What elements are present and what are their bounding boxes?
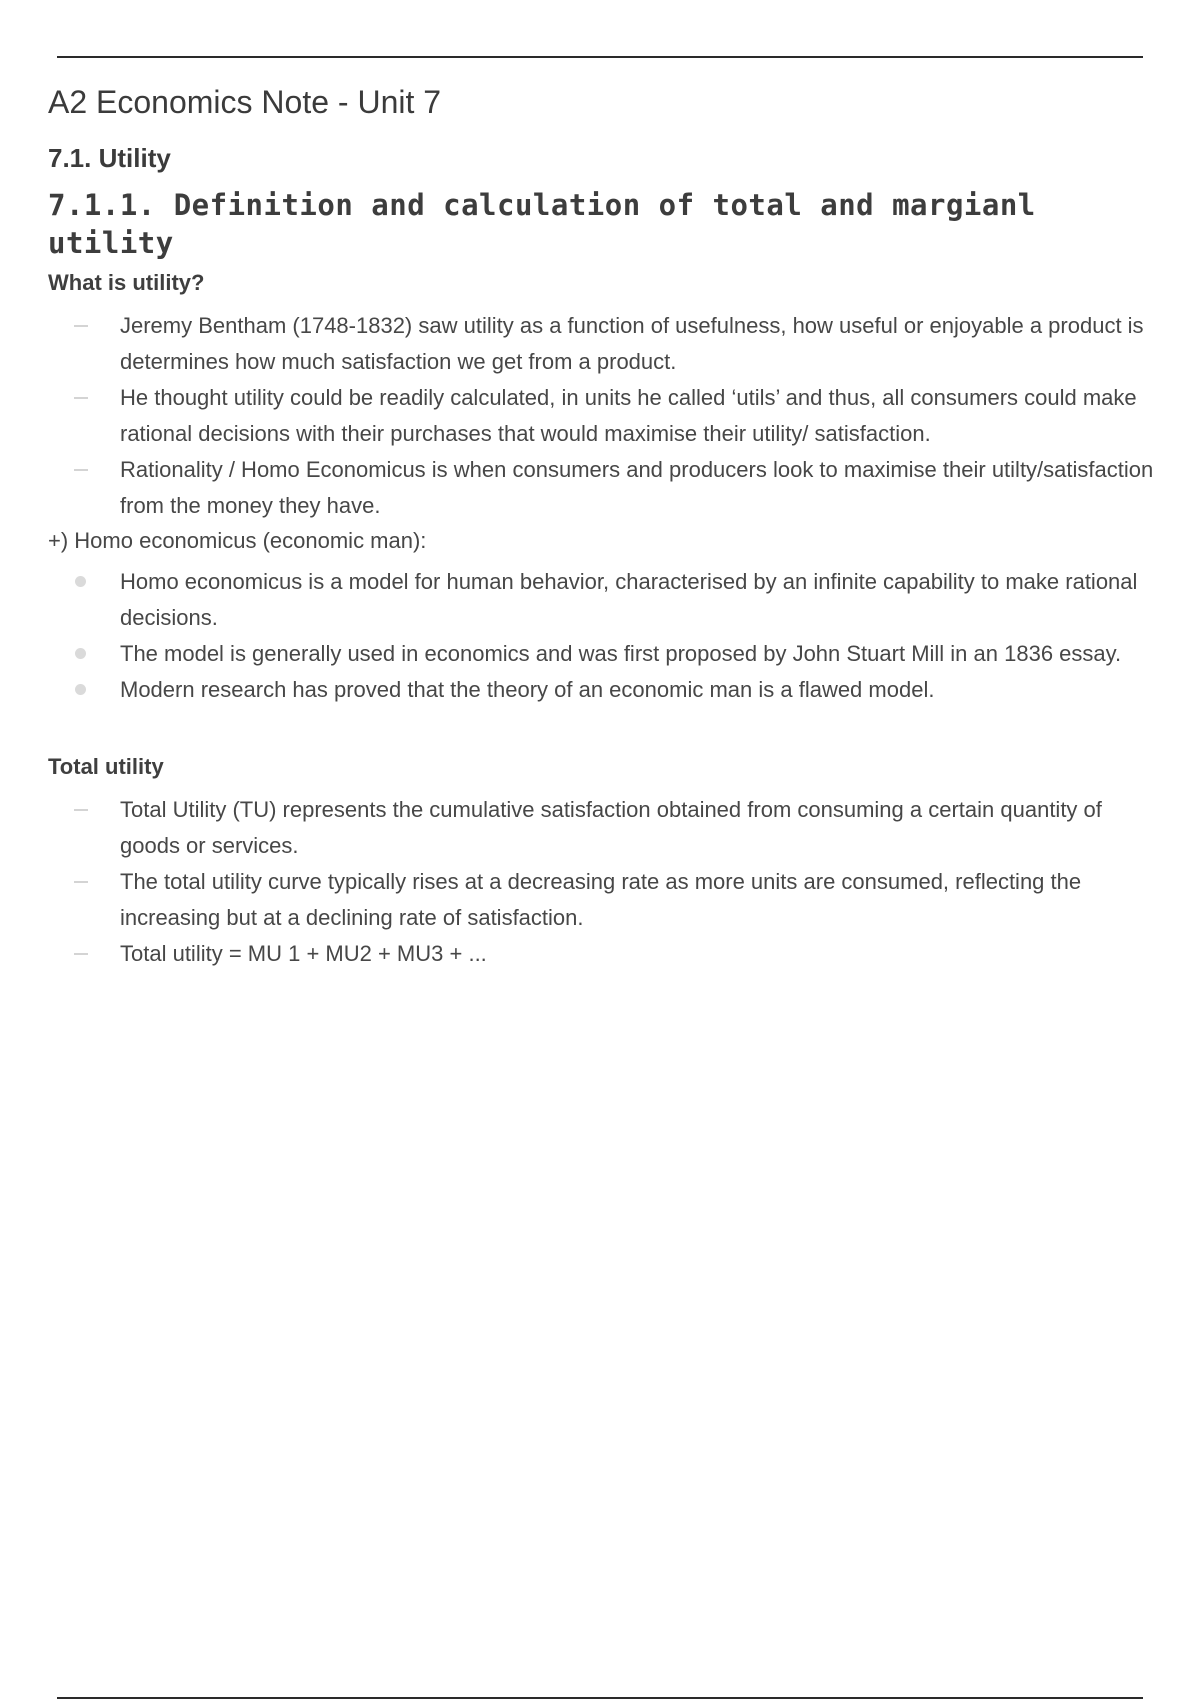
list-item xyxy=(48,936,1158,972)
dash-bullet-icon xyxy=(74,953,88,955)
list-item xyxy=(48,308,1158,380)
bottom-divider xyxy=(57,1697,1143,1699)
dot-bullet-icon xyxy=(75,648,86,659)
list-item xyxy=(48,564,1158,636)
list-item-text: The total utility curve typically rises at a decreasing rate as more units are consumed, reflecting the increasing but at a declining rate of satisfaction. xyxy=(120,869,1082,930)
top-divider xyxy=(57,56,1143,58)
dash-bullet-icon xyxy=(74,809,88,811)
section-title: 7.1. Utility xyxy=(48,143,171,173)
dash-bullet-icon xyxy=(74,397,88,399)
what-is-utility-list xyxy=(48,308,1158,524)
list-item xyxy=(48,452,1158,524)
what-is-utility-heading: What is utility? xyxy=(48,270,205,295)
list-item-text: Rationality / Homo Economicus is when consumers and producers look to maximise their utilty/satisfaction from the money they have. xyxy=(120,457,1154,518)
total-utility-list xyxy=(48,792,1158,972)
dash-bullet-icon xyxy=(74,881,88,883)
list-item-text: Total utility = MU 1 + MU2 + MU3 + ... xyxy=(120,941,487,966)
list-item xyxy=(48,792,1158,864)
subsection-title: 7.1.1. Definition and calculation of total and margianl utility xyxy=(48,188,1036,260)
list-item xyxy=(48,672,1158,708)
dot-bullet-icon xyxy=(75,576,86,587)
list-item-text: Homo economicus is a model for human behavior, characterised by an infinite capability to make rational decisions. xyxy=(120,569,1138,630)
note-content xyxy=(48,78,1158,972)
list-item-text: He thought utility could be readily calculated, in units he called ‘utils’ and thus, all consumers could make rational decisions with their purchases that would maximise their utility/ satisfaction. xyxy=(120,385,1137,446)
list-item-text: Modern research has proved that the theory of an economic man is a flawed model. xyxy=(120,677,935,702)
list-item xyxy=(48,636,1158,672)
list-item-text: Total Utility (TU) represents the cumulative satisfaction obtained from consuming a certain quantity of goods or services. xyxy=(120,797,1102,858)
list-item xyxy=(48,380,1158,452)
total-utility-heading: Total utility xyxy=(48,754,164,779)
homo-economicus-heading: +) Homo economicus (economic man): xyxy=(48,528,427,553)
dash-bullet-icon xyxy=(74,469,88,471)
section-spacer xyxy=(48,708,1158,746)
homo-economicus-list xyxy=(48,564,1158,708)
list-item xyxy=(48,864,1158,936)
dash-bullet-icon xyxy=(74,325,88,327)
list-item-text: Jeremy Bentham (1748-1832) saw utility as a function of usefulness, how useful or enjoyable a product is determines how much satisfaction we get from a product. xyxy=(120,313,1144,374)
list-item-text: The model is generally used in economics and was first proposed by John Stuart Mill in an 1836 essay. xyxy=(120,641,1122,666)
dot-bullet-icon xyxy=(75,684,86,695)
document-title: A2 Economics Note - Unit 7 xyxy=(48,84,442,120)
